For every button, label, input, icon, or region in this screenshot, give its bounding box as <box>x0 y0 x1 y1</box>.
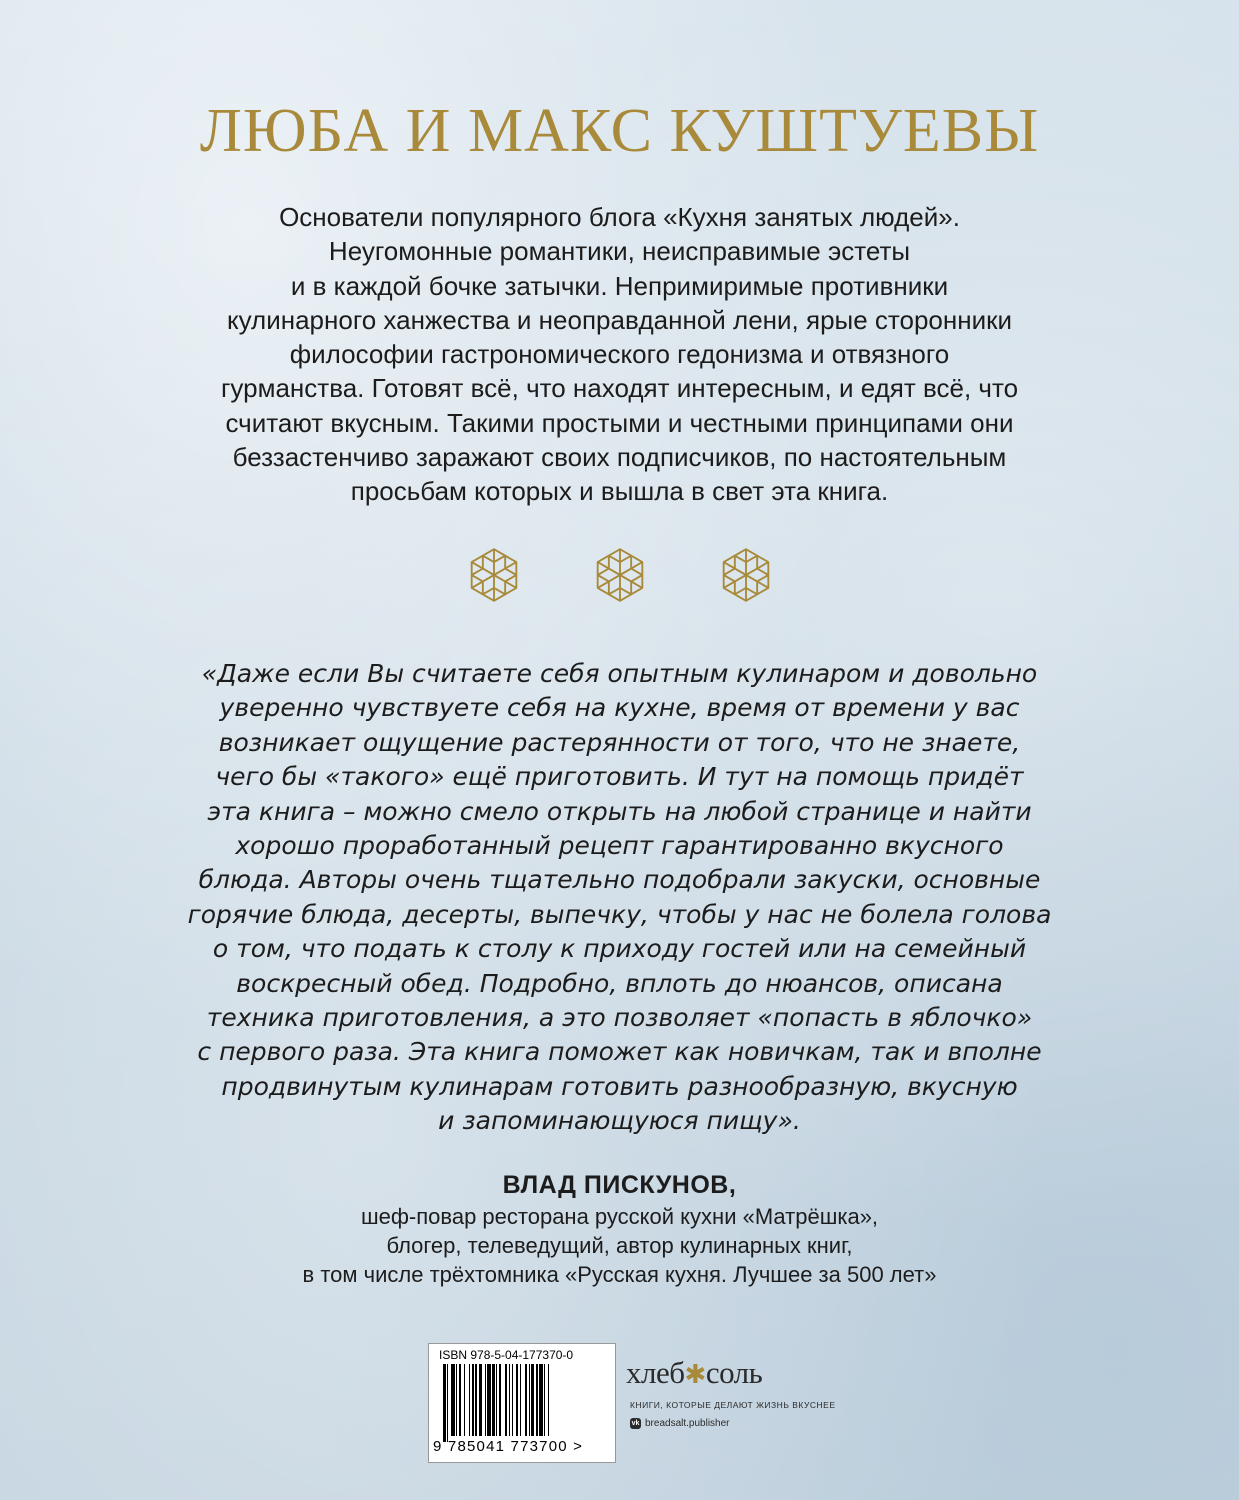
quote-author <box>0 1168 1239 1289</box>
quote-line: возникает ощущение растерянности от того, что не знаете, <box>218 727 1021 757</box>
quote-line: хорошо проработанный рецепт гарантированно вкусного <box>235 831 1004 861</box>
bio-line: Основатели популярного блога «Кухня занятых людей». <box>279 202 960 232</box>
author-desc-line: шеф-повар ресторана русской кухни «Матрёшка», <box>360 1204 879 1229</box>
publisher-name <box>626 1355 762 1391</box>
quote-line: воскресный обед. Подробно, вплоть до нюансов, описана <box>236 968 1003 998</box>
bio-line: и в каждой бочке затычки. Непримиримые противники <box>290 270 949 301</box>
bio-line: считают вкусным. Такими простыми и честными принципами они <box>225 407 1014 438</box>
ornament-star-icon <box>467 546 521 606</box>
review-quote <box>100 657 1139 1139</box>
publisher-tagline: КНИГИ, КОТОРЫЕ ДЕЛАЮТ ЖИЗНЬ ВКУСНЕЕ <box>630 1400 836 1410</box>
isbn-number: ISBN 978-5-04-177370-0 <box>439 1348 574 1362</box>
bio-line: гурманства. Готовят всё, что находят интересным, и едят всё, что <box>220 373 1019 404</box>
publisher-social <box>630 1418 730 1429</box>
barcode-bars <box>443 1364 603 1436</box>
quote-line: уверенно чувствуете себя на кухне, время от времени у вас <box>219 693 1020 723</box>
bio-line: беззастенчиво заражают своих подписчиков, по настоятельным <box>232 442 1007 473</box>
vk-icon: vk <box>631 1420 640 1427</box>
publisher-logo <box>622 1350 842 1460</box>
author-desc-line: в том числе трёхтомника «Русская кухня. Лучшее за 500 лет» <box>302 1262 937 1287</box>
publisher-name-right: соль <box>705 1355 763 1390</box>
quote-line: «Даже если Вы считаете себя опытным кулинаром и довольно <box>201 659 1038 688</box>
quote-line: эта книга – можно смело открыть на любой странице и найти <box>207 796 1032 826</box>
author-name: ВЛАД ПИСКУНОВ, <box>502 1171 737 1199</box>
publisher-social-handle: breadsalt.publisher <box>645 1418 730 1429</box>
ornament-star-icon <box>719 546 773 606</box>
quote-line: продвинутым кулинарам готовить разнообразную, вкусную <box>221 1071 1018 1101</box>
bio-line: Неугомонные романтики, неисправимые эстеты <box>328 236 911 267</box>
author-desc-line: блогер, телеведущий, автор кулинарных книг, <box>386 1233 853 1258</box>
barcode-digits: 9 785041 773700 > <box>433 1438 584 1455</box>
quote-line: горячие блюда, десерты, выпечку, чтобы у нас не болела голова <box>187 899 1052 929</box>
authors-bio <box>100 200 1139 509</box>
isbn-barcode <box>428 1343 616 1463</box>
quote-line: о том, что подать к столу к приходу гостей или на семейный <box>212 934 1027 964</box>
publisher-name-left: хлеб <box>626 1355 685 1390</box>
quote-line: техника приготовления, а это позволяет «попасть в яблочко» <box>206 1003 1033 1033</box>
ornament-divider <box>0 546 1239 606</box>
book-authors-title: ЛЮБА И МАКС КУШТУЕВЫ <box>199 97 1040 165</box>
quote-line: и запоминающуюся пищу». <box>438 1106 801 1136</box>
quote-line: чего бы «такого» ещё приготовить. И тут на помощь придёт <box>215 762 1024 792</box>
quote-line: с первого раза. Эта книга поможет как новичкам, так и вполне <box>197 1037 1042 1067</box>
quote-line: блюда. Авторы очень тщательно подобрали закуски, основные <box>198 865 1041 895</box>
bio-line: кулинарного ханжества и неоправданной лени, ярые сторонники <box>226 304 1013 335</box>
publisher-star-icon: ✱ <box>684 1360 706 1389</box>
bio-line: просьбам которых и вышла в свет эта книга. <box>350 476 889 507</box>
bio-line: философии гастрономического гедонизма и отвязного <box>289 339 950 370</box>
ornament-star-icon <box>593 546 647 606</box>
